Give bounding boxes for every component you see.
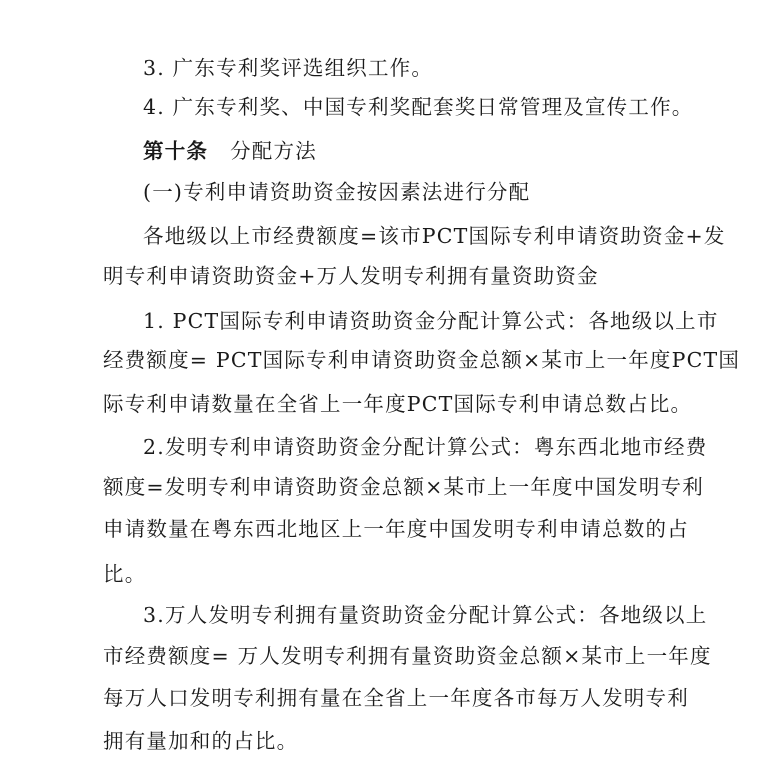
invention-formula-line-1: 2.发明专利申请资助资金分配计算公式：粤东西北地市经费 [143,435,708,459]
invention-formula-line-2: 额度=发明专利申请资助资金总额×某市上一年度中国发明专利 [103,475,704,499]
pct-formula-line-2: 经费额度= PCT国际专利申请资助资金总额×某市上一年度PCT国 [103,348,741,372]
paragraph-item-4: 4. 广东专利奖、中国专利奖配套奖日常管理及宣传工作。 [143,95,694,119]
section-heading: (一)专利申请资助资金按因素法进行分配 [143,180,531,204]
formula-line-2: 明专利申请资助资金+万人发明专利拥有量资助资金 [103,264,599,288]
ownership-formula-line-4: 拥有量加和的占比。 [103,729,299,753]
invention-formula-line-4: 比。 [103,562,147,586]
article-heading [143,137,317,165]
ownership-formula-line-2: 市经费额度= 万人发明专利拥有量资助资金总额×某市上一年度 [103,644,712,668]
paragraph-item-3: 3. 广东专利奖评选组织工作。 [143,56,434,80]
ownership-formula-line-1: 3.万人发明专利拥有量资助资金分配计算公式：各地级以上 [143,603,708,627]
article-title: 分配方法 [230,139,317,163]
pct-formula-line-1: 1. PCT国际专利申请资助资金分配计算公式：各地级以上市 [143,309,719,333]
article-number: 第十条 [143,139,209,163]
pct-formula-line-3: 际专利申请数量在全省上一年度PCT国际专利申请总数占比。 [103,392,693,416]
invention-formula-line-3: 申请数量在粤东西北地区上一年度中国发明专利申请总数的占 [103,517,689,541]
formula-line-1: 各地级以上市经费额度=该市PCT国际专利申请资助资金+发 [143,224,726,248]
ownership-formula-line-3: 每万人口发明专利拥有量在全省上一年度各市每万人发明专利 [103,686,689,710]
